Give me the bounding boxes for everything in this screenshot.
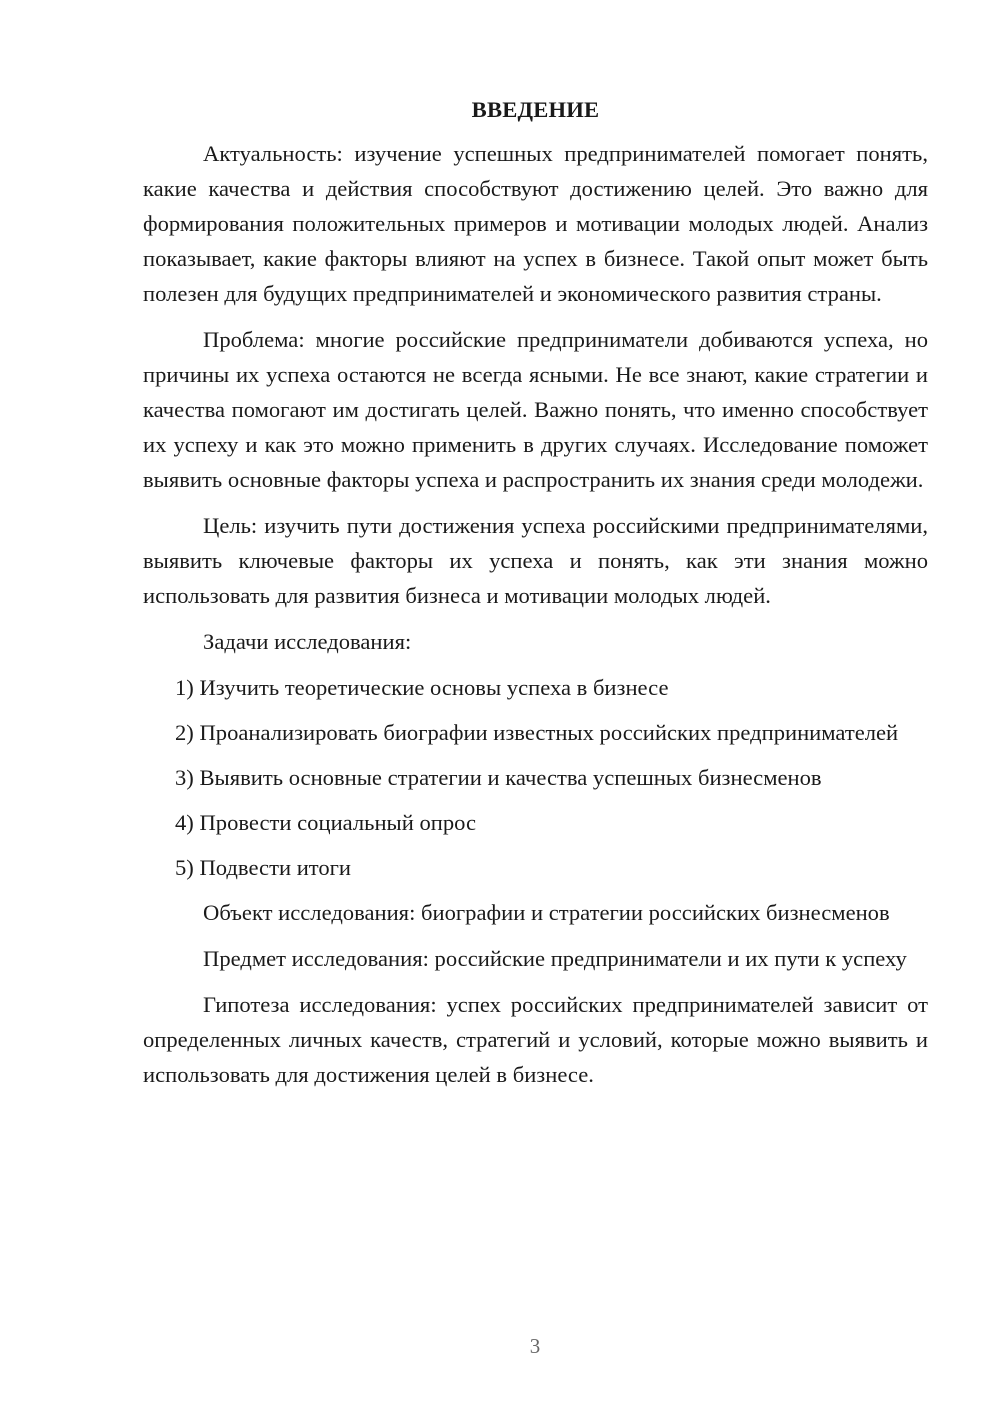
task-item: 4) Провести социальный опрос: [175, 810, 477, 835]
page-number: 3: [529, 1334, 541, 1358]
task-item: 2) Проанализировать биографии известных российских предпринимателей: [175, 720, 899, 745]
document-page: [143, 92, 928, 1103]
object-paragraph: Объект исследования: биографии и стратегии российских бизнесменов: [203, 900, 890, 925]
subject-paragraph: Предмет исследования: российские предприниматели и их пути к успеху: [203, 946, 907, 971]
problem-paragraph: Проблема: многие российские предприниматели добиваются успеха, но причины их успеха остаются не всегда ясными. Не все знают, какие стратегии и качества помогают им достигать целей. Важно понять, что именно способствует их успеху и как это можно применить в других случаях. Исследование поможет выявить основные факторы успеха и распространить их знания среди молодежи.: [143, 327, 928, 492]
section-title: ВВЕДЕНИЕ: [471, 97, 600, 122]
goal-paragraph: Цель: изучить пути достижения успеха российскими предпринимателями, выявить ключевые факторы их успеха и понять, как эти знания можно использовать для развития бизнеса и мотивации молодых людей.: [143, 513, 928, 608]
tasks-heading: Задачи исследования:: [203, 629, 412, 654]
task-item: 5) Подвести итоги: [175, 855, 352, 880]
relevance-paragraph: Актуальность: изучение успешных предпринимателей помогает понять, какие качества и действия способствуют достижению целей. Это важно для формирования положительных примеров и мотивации молодых людей. Анализ показывает, какие факторы влияют на успех в бизнесе. Такой опыт может быть полезен для будущих предпринимателей и экономического развития страны.: [143, 141, 928, 306]
task-item: 1) Изучить теоретические основы успеха в бизнесе: [175, 675, 669, 700]
task-item: 3) Выявить основные стратегии и качества успешных бизнесменов: [175, 765, 822, 790]
hypothesis-paragraph: Гипотеза исследования: успех российских предпринимателей зависит от определенных личных качеств, стратегий и условий, которые можно выявить и использовать для достижения целей в бизнесе.: [143, 992, 928, 1087]
